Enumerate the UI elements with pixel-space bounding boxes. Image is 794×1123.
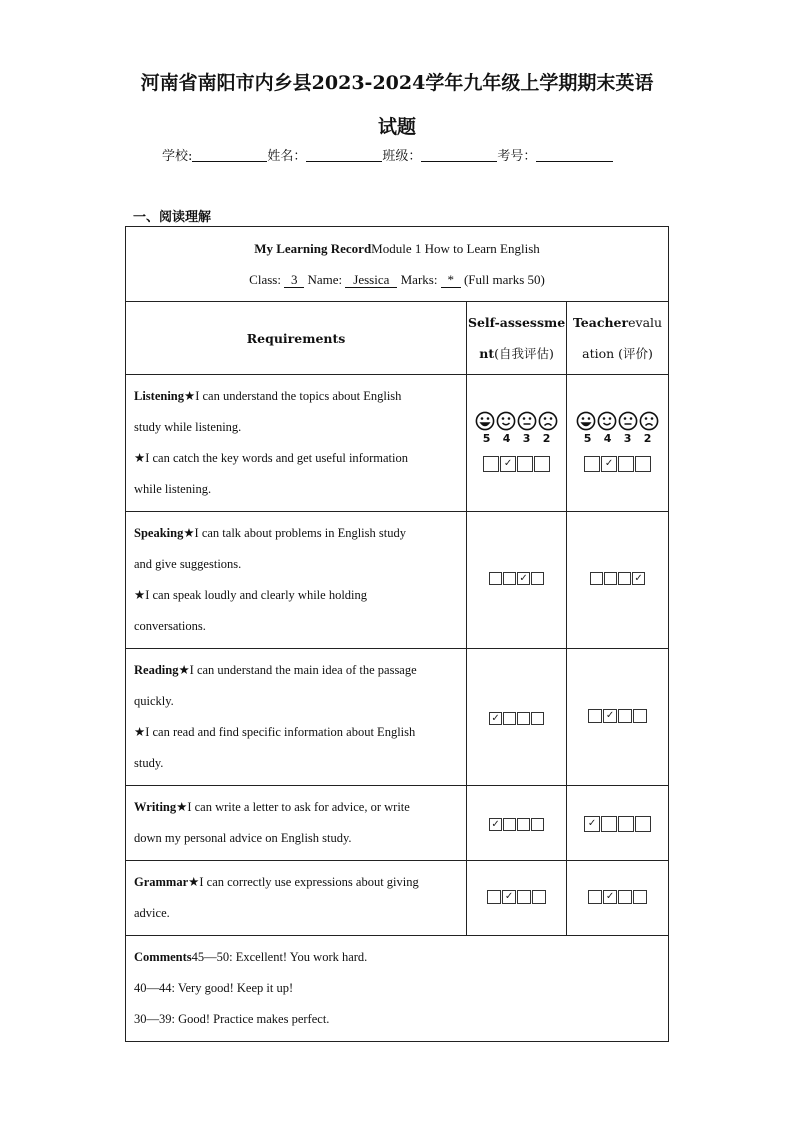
checked-box[interactable] xyxy=(584,816,600,832)
empty-box[interactable] xyxy=(531,712,544,725)
empty-box[interactable] xyxy=(487,890,501,904)
empty-box[interactable] xyxy=(618,816,634,832)
empty-box[interactable] xyxy=(618,572,631,585)
check-icon: ✓ xyxy=(604,458,614,469)
empty-box[interactable] xyxy=(633,709,647,723)
self-assessment-speaking xyxy=(467,512,567,649)
record-header: My Learning RecordModule 1 How to Learn English Class: 3 Name: Jessica Marks: * (Full marks 50) xyxy=(126,227,669,302)
name-value: Jessica xyxy=(345,273,397,288)
checkbox-group xyxy=(584,816,651,832)
checked-box[interactable] xyxy=(603,709,617,723)
neutral-face-icon xyxy=(517,411,537,431)
checkbox-group xyxy=(588,709,647,723)
empty-box[interactable] xyxy=(532,890,546,904)
score-numbers: 5 4 3 2 xyxy=(482,432,551,445)
checkbox-group xyxy=(487,890,546,904)
empty-box[interactable] xyxy=(517,712,530,725)
empty-box[interactable] xyxy=(635,456,651,472)
face-scale xyxy=(467,411,566,431)
empty-box[interactable] xyxy=(588,709,602,723)
empty-box[interactable] xyxy=(618,890,632,904)
check-icon: ✓ xyxy=(605,890,615,902)
checkbox-group xyxy=(483,456,550,472)
page-title-line2: 试题 xyxy=(377,116,416,138)
checkbox-group xyxy=(590,572,645,585)
comments-cell: Comments45—50: Excellent! You work hard. 40—44: Very good! Keep it up! 30—39: Good! Practice makes perfect. xyxy=(126,936,669,1042)
section-heading: 一、阅读理解 xyxy=(133,210,212,225)
checkbox-group xyxy=(584,456,651,472)
checked-box[interactable] xyxy=(632,572,645,585)
teacher-evaluation-reading xyxy=(567,649,669,786)
learning-record-table xyxy=(125,226,669,1042)
checkbox-group xyxy=(489,712,544,725)
name-field[interactable] xyxy=(306,148,382,162)
check-icon: ✓ xyxy=(519,572,528,584)
school-field[interactable] xyxy=(192,148,267,162)
full-marks: (Full marks 50) xyxy=(463,272,545,287)
requirement-speaking: Speaking★I can talk about problems in English study and give suggestions. ★I can speak loudly and clearly while holding conversations. xyxy=(126,512,467,649)
checkbox-group xyxy=(588,890,647,904)
record-module: Module 1 How to Learn English xyxy=(371,241,540,256)
checked-box[interactable] xyxy=(517,572,530,585)
sad-face-icon xyxy=(639,411,659,431)
checked-box[interactable] xyxy=(489,712,502,725)
happy-face-icon xyxy=(496,411,516,431)
check-icon: ✓ xyxy=(491,818,500,830)
score-numbers: 5 4 3 2 xyxy=(583,432,652,445)
id-label: 考号： xyxy=(497,149,537,164)
empty-box[interactable] xyxy=(588,890,602,904)
self-assessment-grammar xyxy=(467,861,567,936)
checked-box[interactable] xyxy=(603,890,617,904)
self-assessment-reading xyxy=(467,649,567,786)
empty-box[interactable] xyxy=(483,456,499,472)
face-scale xyxy=(567,411,668,431)
col-self-assessment: Self-assessme nt(自我评估) xyxy=(467,302,567,375)
exam-id-field[interactable] xyxy=(536,148,613,162)
school-label: 学校: xyxy=(162,149,193,164)
empty-box[interactable] xyxy=(517,456,533,472)
empty-box[interactable] xyxy=(489,572,502,585)
checked-box[interactable] xyxy=(502,890,516,904)
very-happy-face-icon xyxy=(576,411,596,431)
name-label: 姓名： xyxy=(267,149,307,164)
self-assessment-listening xyxy=(467,375,567,512)
record-title: My Learning Record xyxy=(254,241,372,256)
empty-box[interactable] xyxy=(503,818,516,831)
empty-box[interactable] xyxy=(517,890,531,904)
teacher-evaluation-speaking xyxy=(567,512,669,649)
requirement-writing: Writing★I can write a letter to ask for advice, or write down my personal advice on English study. xyxy=(126,786,467,861)
empty-box[interactable] xyxy=(633,890,647,904)
marks-value: * xyxy=(441,273,461,288)
check-icon: ✓ xyxy=(605,709,615,721)
student-info-row xyxy=(162,145,613,164)
checkbox-group xyxy=(489,818,544,831)
empty-box[interactable] xyxy=(531,572,544,585)
check-icon: ✓ xyxy=(504,890,514,902)
col-teacher-evaluation: Teacherevalu ation (评价) xyxy=(567,302,669,375)
checked-box[interactable] xyxy=(601,456,617,472)
empty-box[interactable] xyxy=(503,572,516,585)
neutral-face-icon xyxy=(618,411,638,431)
empty-box[interactable] xyxy=(601,816,617,832)
self-assessment-writing xyxy=(467,786,567,861)
requirement-grammar: Grammar★I can correctly use expressions about giving advice. xyxy=(126,861,467,936)
class-value: 3 xyxy=(284,273,304,288)
checkbox-group xyxy=(489,572,544,585)
empty-box[interactable] xyxy=(590,572,603,585)
very-happy-face-icon xyxy=(475,411,495,431)
check-icon: ✓ xyxy=(634,572,643,584)
check-icon: ✓ xyxy=(587,818,597,829)
empty-box[interactable] xyxy=(584,456,600,472)
requirement-listening: Listening★I can understand the topics about English study while listening. ★I can catch the key words and get useful information while listening. xyxy=(126,375,467,512)
teacher-evaluation-writing xyxy=(567,786,669,861)
teacher-evaluation-grammar xyxy=(567,861,669,936)
checked-box[interactable] xyxy=(500,456,516,472)
class-label: 班级： xyxy=(382,149,422,164)
check-icon: ✓ xyxy=(491,712,500,724)
class-field[interactable] xyxy=(421,148,497,162)
empty-box[interactable] xyxy=(517,818,530,831)
empty-box[interactable] xyxy=(618,456,634,472)
sad-face-icon xyxy=(538,411,558,431)
col-requirements: Requirements xyxy=(126,302,467,375)
requirement-reading: Reading★I can understand the main idea of the passage quickly. ★I can read and find specific information about English study. xyxy=(126,649,467,786)
empty-box[interactable] xyxy=(534,456,550,472)
empty-box[interactable] xyxy=(531,818,544,831)
empty-box[interactable] xyxy=(635,816,651,832)
teacher-evaluation-listening xyxy=(567,375,669,512)
checked-box[interactable] xyxy=(489,818,502,831)
check-icon: ✓ xyxy=(503,458,513,469)
happy-face-icon xyxy=(597,411,617,431)
page-title: 河南省南阳市内乡县2023-2024学年九年级上学期期末英语 xyxy=(140,72,654,94)
empty-box[interactable] xyxy=(618,709,632,723)
empty-box[interactable] xyxy=(503,712,516,725)
empty-box[interactable] xyxy=(604,572,617,585)
